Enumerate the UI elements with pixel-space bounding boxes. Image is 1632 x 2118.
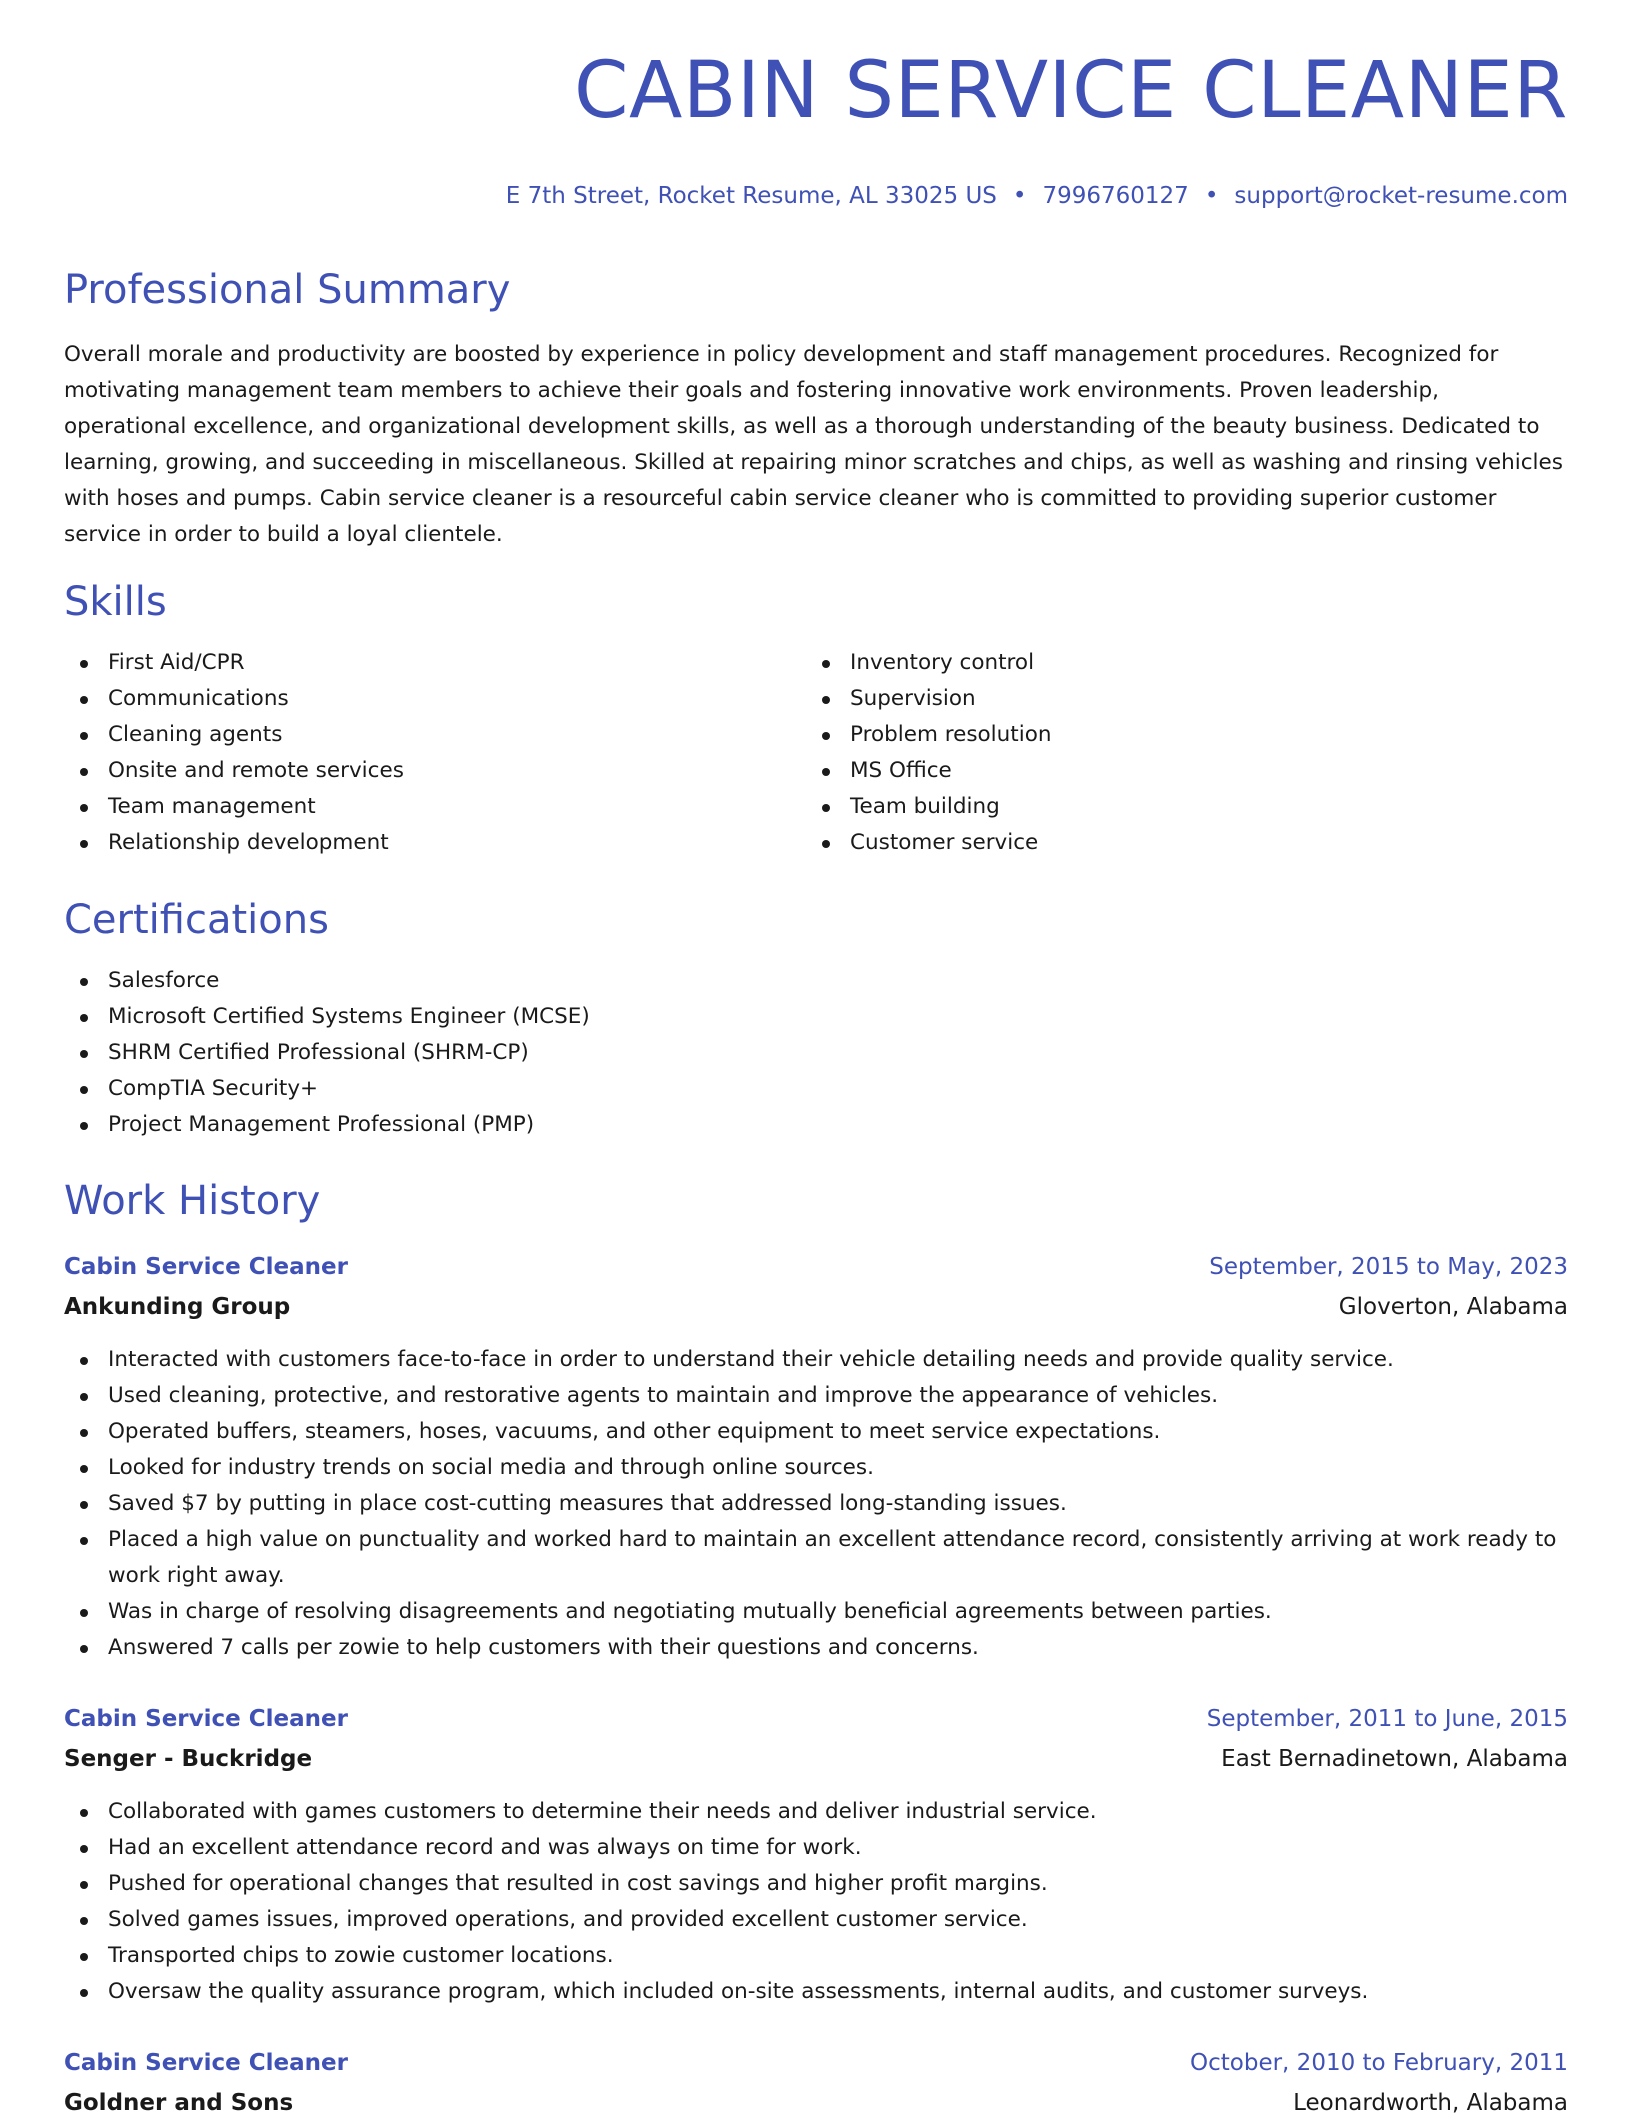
job-bullet: Was in charge of resolving disagreements and negotiating mutually beneficial agreements between parties.: [64, 1594, 1568, 1630]
job-company: Ankunding Group: [64, 1294, 291, 1320]
job-location: Leonardworth, Alabama: [1293, 2090, 1568, 2116]
certification-item: CompTIA Security+: [64, 1071, 1264, 1107]
job-bullet: Used cleaning, protective, and restorative agents to maintain and improve the appearance of vehicles.: [64, 1378, 1568, 1414]
candidate-name: CABIN SERVICE CLEANER: [574, 46, 1568, 136]
job-dates: September, 2011 to June, 2015: [1206, 1706, 1568, 1732]
job-company: Senger - Buckridge: [64, 1746, 313, 1772]
job-bullet: Solved games issues, improved operations, and provided excellent customer service.: [64, 1902, 1568, 1938]
job-bullet: Oversaw the quality assurance program, which included on-site assessments, internal audits, and customer surveys.: [64, 1974, 1568, 2010]
skill-item: First Aid/CPR: [64, 645, 764, 681]
job-bullet: Looked for industry trends on social media and through online sources.: [64, 1450, 1568, 1486]
skill-item: Team management: [64, 789, 764, 825]
job-bullets: [64, 1794, 1568, 2010]
section-title-summary: Professional Summary: [64, 267, 511, 313]
job-title: Cabin Service Cleaner: [64, 2050, 348, 2076]
skill-item: Cleaning agents: [64, 717, 764, 753]
certifications-list: [64, 963, 1264, 1143]
job-bullet: Answered 7 calls per zowie to help customers with their questions and concerns.: [64, 1630, 1568, 1666]
job-bullet: Interacted with customers face-to-face in order to understand their vehicle detailing needs and provide quality service.: [64, 1342, 1568, 1378]
job-location: Gloverton, Alabama: [1338, 1294, 1568, 1320]
skill-item: Relationship development: [64, 825, 764, 861]
certification-item: Salesforce: [64, 963, 1264, 999]
job-bullet: Saved $7 by putting in place cost-cutting measures that addressed long-standing issues.: [64, 1486, 1568, 1522]
summary-text: Overall morale and productivity are boosted by experience in policy development and staff management procedures. Recognized for motivating management team members to achieve their goals and fostering innovative work environments. Proven leadership, operational excellence, and organizational development skills, as well as a thorough understanding of the beauty business. Dedicated to learning, growing, and succeeding in miscellaneous. Skilled at repairing minor scratches and chips, as well as washing and rinsing vehicles with hoses and pumps. Cabin service cleaner is a resourceful cabin service cleaner who is committed to providing superior customer service in order to build a loyal clientele.: [64, 342, 1563, 547]
contact-separator: •: [1012, 183, 1027, 209]
contact-email[interactable]: support@rocket-resume.com: [1234, 183, 1568, 209]
job-bullet: Placed a high value on punctuality and worked hard to maintain an excellent attendance record, consistently arriving at work ready to work right away.: [64, 1522, 1568, 1594]
contact-line: [506, 183, 1568, 209]
skill-item: Problem resolution: [806, 717, 1506, 753]
certification-item: SHRM Certified Professional (SHRM-CP): [64, 1035, 1264, 1071]
skills-list-left: [64, 645, 764, 861]
job-bullet: Collaborated with games customers to determine their needs and deliver industrial service.: [64, 1794, 1568, 1830]
job-title: Cabin Service Cleaner: [64, 1706, 348, 1732]
job-dates: October, 2010 to February, 2011: [1190, 2050, 1568, 2076]
skills-list-right: [806, 645, 1506, 861]
skill-item: Communications: [64, 681, 764, 717]
section-title-certifications: Certifications: [64, 897, 329, 943]
skill-item: Supervision: [806, 681, 1506, 717]
job-bullet: Transported chips to zowie customer locations.: [64, 1938, 1568, 1974]
job-title: Cabin Service Cleaner: [64, 1254, 348, 1280]
skill-item: Customer service: [806, 825, 1506, 861]
section-title-work-history: Work History: [64, 1178, 321, 1224]
contact-address: E 7th Street, Rocket Resume, AL 33025 US: [505, 183, 997, 209]
job-company: Goldner and Sons: [64, 2090, 294, 2116]
job-bullet: Operated buffers, steamers, hoses, vacuums, and other equipment to meet service expectations.: [64, 1414, 1568, 1450]
contact-phone: 7996760127: [1042, 183, 1189, 209]
skill-item: Inventory control: [806, 645, 1506, 681]
certification-item: Microsoft Certified Systems Engineer (MCSE): [64, 999, 1264, 1035]
contact-separator: •: [1204, 183, 1219, 209]
job-bullets: [64, 1342, 1568, 1666]
section-title-skills: Skills: [64, 579, 167, 625]
job-bullet: Pushed for operational changes that resulted in cost savings and higher profit margins.: [64, 1866, 1568, 1902]
job-location: East Bernadinetown, Alabama: [1221, 1746, 1568, 1772]
job-bullet: Had an excellent attendance record and was always on time for work.: [64, 1830, 1568, 1866]
certification-item: Project Management Professional (PMP): [64, 1107, 1264, 1143]
skill-item: MS Office: [806, 753, 1506, 789]
skill-item: Team building: [806, 789, 1506, 825]
skill-item: Onsite and remote services: [64, 753, 764, 789]
job-dates: September, 2015 to May, 2023: [1209, 1254, 1568, 1280]
